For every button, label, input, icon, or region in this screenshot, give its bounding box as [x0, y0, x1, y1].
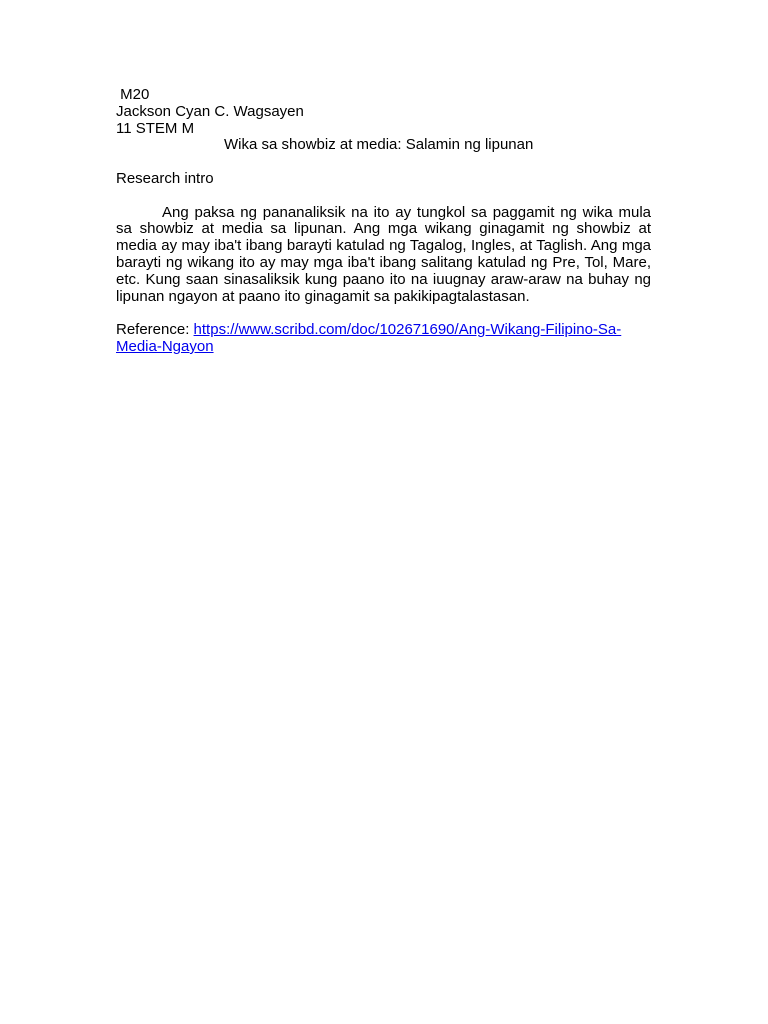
spacer — [116, 305, 651, 322]
header-code: M20 — [116, 86, 150, 103]
reference-line — [116, 322, 651, 356]
spacer — [116, 154, 651, 171]
class-section: 11 STEM M — [116, 119, 195, 137]
reference-label: Reference: — [116, 321, 194, 339]
spacer — [116, 188, 651, 205]
document-content — [116, 87, 651, 356]
reference-link[interactable]: https://www.scribd.com/doc/102671690/Ang-Wikang-Filipino-Sa-Media-Ngayon — [116, 321, 622, 355]
author-name: Jackson Cyan C. Wagsayen — [116, 102, 304, 120]
document-title: Wika sa showbiz at media: Salamin ng lipunan — [224, 136, 534, 154]
section-heading: Research intro — [116, 169, 214, 187]
body-paragraph: Ang paksa ng pananaliksik na ito ay tungkol sa paggamit ng wika mula sa showbiz at media sa lipunan. Ang mga wikang ginagamit ng showbiz at media ay may iba't ibang barayti katulad ng Tagalog, Ingles, at Taglish. Ang mga barayti ng wikang ito ay may mga iba't ibang salitang katulad ng Pre, Tol, Mare, etc. Kung saan sinasaliksik kung paano ito na iuugnay araw-araw na buhay ng lipunan ngayon at paano ito ginagamit sa pakikipagtalastasan. — [116, 203, 651, 305]
